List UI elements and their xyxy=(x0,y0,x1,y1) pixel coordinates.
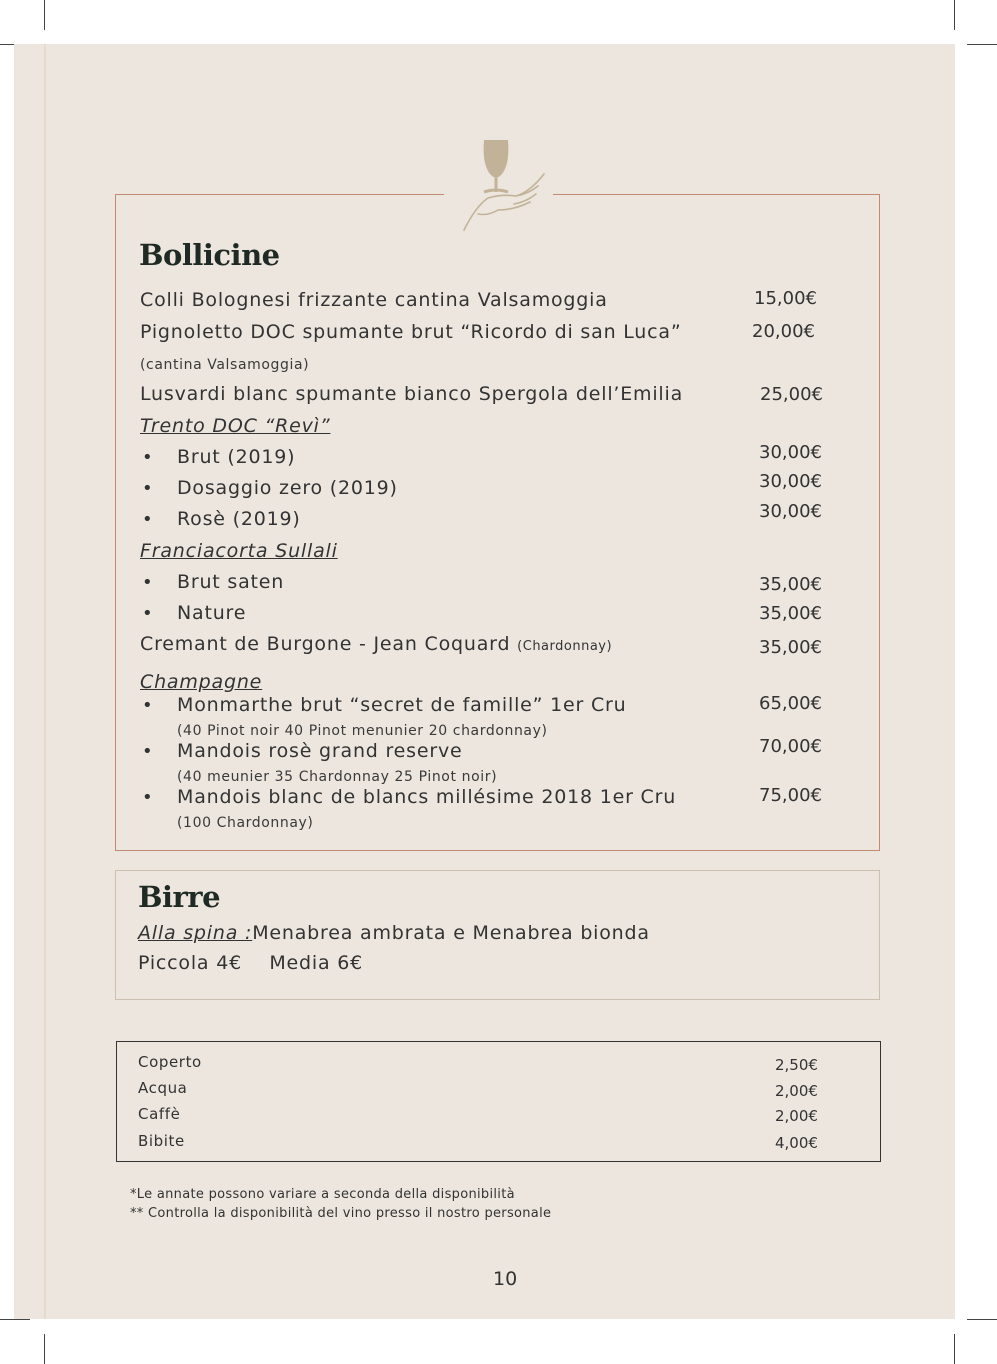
wine-note: (Chardonnay) xyxy=(517,639,613,654)
crop-mark xyxy=(0,1319,30,1320)
crop-mark xyxy=(967,44,997,45)
wine-item: Dosaggio zero (2019) xyxy=(177,477,398,499)
bullet: • xyxy=(142,787,153,808)
wine-price: 15,00€ xyxy=(754,288,817,309)
crop-mark xyxy=(44,0,45,30)
wine-note: (cantina Valsamoggia) xyxy=(140,357,310,373)
wine-note: (40 Pinot noir 40 Pinot menunier 20 chardonnay) xyxy=(177,723,548,739)
bullet: • xyxy=(142,572,153,593)
birre-sizes: Piccola 4€ Media 6€ xyxy=(138,952,364,974)
wine-item: Brut (2019) xyxy=(177,446,296,468)
wine-item: Monmarthe brut “secret de famille” 1er Cru xyxy=(177,694,627,716)
birre-spina-line xyxy=(138,922,650,944)
wine-note: (40 meunier 35 Chardonnay 25 Pinot noir) xyxy=(177,769,498,785)
extra-label: Coperto xyxy=(138,1053,202,1071)
extras-frame xyxy=(116,1041,881,1162)
extra-price: 2,00€ xyxy=(775,1107,818,1125)
bullet: • xyxy=(142,695,153,716)
crop-mark xyxy=(954,1334,955,1364)
wine-item: Colli Bolognesi frizzante cantina Valsamoggia xyxy=(140,289,608,311)
wine-price: 30,00€ xyxy=(759,501,822,522)
crop-mark xyxy=(954,0,955,30)
extra-price: 4,00€ xyxy=(775,1134,818,1152)
wine-item: Brut saten xyxy=(177,571,285,593)
wine-item: Rosè (2019) xyxy=(177,508,301,530)
wine-item: Nature xyxy=(177,602,247,624)
page-number: 10 xyxy=(493,1268,518,1290)
bullet: • xyxy=(142,509,153,530)
bullet: • xyxy=(142,741,153,762)
subsection-title-franciacorta: Franciacorta Sullali xyxy=(140,540,338,562)
extra-label: Bibite xyxy=(138,1132,185,1150)
bullet: • xyxy=(142,447,153,468)
spina-text: Menabrea ambrata e Menabrea bionda xyxy=(252,922,650,944)
birre-heading: Birre xyxy=(138,880,221,914)
footnote: ** Controlla la disponibilità del vino presso il nostro personale xyxy=(130,1206,552,1221)
footnote: *Le annate possono variare a seconda della disponibilità xyxy=(130,1187,515,1202)
extra-label: Acqua xyxy=(138,1079,188,1097)
wine-item: Mandois rosè grand reserve xyxy=(177,740,463,762)
extra-label: Caffè xyxy=(138,1105,181,1123)
wine-price: 35,00€ xyxy=(759,603,822,624)
wine-name: Cremant de Burgone - Jean Coquard xyxy=(140,633,511,655)
extra-price: 2,00€ xyxy=(775,1082,818,1100)
spina-label: Alla spina : xyxy=(138,922,253,944)
bollicine-heading: Bollicine xyxy=(139,238,280,272)
wine-glass-hand-icon xyxy=(458,134,554,234)
wine-price: 30,00€ xyxy=(759,442,822,463)
wine-price: 35,00€ xyxy=(759,637,822,658)
subsection-title-trento: Trento DOC “Revì” xyxy=(140,415,331,437)
bullet: • xyxy=(142,603,153,624)
wine-note: (100 Chardonnay) xyxy=(177,815,314,831)
wine-item: Pignoletto DOC spumante brut “Ricordo di san Luca” xyxy=(140,321,682,343)
wine-item: Mandois blanc de blancs millésime 2018 1er Cru xyxy=(177,786,677,808)
wine-price: 75,00€ xyxy=(759,785,822,806)
wine-price: 70,00€ xyxy=(759,736,822,757)
page-fold-line xyxy=(44,44,46,1319)
wine-price: 30,00€ xyxy=(759,471,822,492)
crop-mark xyxy=(967,1319,997,1320)
extra-price: 2,50€ xyxy=(775,1056,818,1074)
wine-item: Lusvardi blanc spumante bianco Spergola dell’Emilia xyxy=(140,383,684,405)
wine-price: 35,00€ xyxy=(759,574,822,595)
wine-price: 65,00€ xyxy=(759,693,822,714)
crop-mark xyxy=(44,1334,45,1364)
wine-price: 20,00€ xyxy=(752,321,815,342)
wine-price: 25,00€ xyxy=(760,384,823,405)
subsection-title-champagne: Champagne xyxy=(140,671,263,693)
wine-item-cremant xyxy=(140,633,612,655)
bullet: • xyxy=(142,478,153,499)
